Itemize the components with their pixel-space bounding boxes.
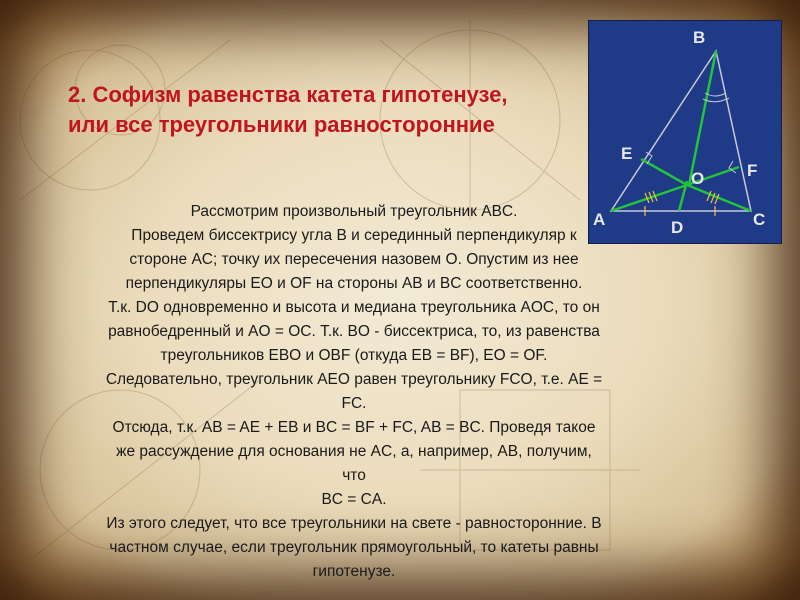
proof-line: FC.	[341, 395, 367, 412]
proof-line: Рассмотрим произвольный треугольник ABC.	[190, 203, 518, 220]
proof-line: стороне AC; точку их пересечения назовем O. Опустим из нее	[129, 251, 579, 268]
slide-title: 2. Софизм равенства катета гипотенузе, или все треугольники равносторонние	[68, 82, 508, 137]
proof-line: Отсюда, т.к. AB = AE + EB и BC = BF + FC, AB = BC. Проведя такое	[112, 419, 596, 436]
proof-line: Следовательно, треугольник AEO равен треугольнику FCO, т.е. AE =	[105, 371, 603, 388]
proof-line: что	[342, 467, 366, 484]
label-f: F	[747, 161, 758, 180]
proof-text	[24, 200, 684, 584]
label-b: B	[693, 28, 706, 47]
label-e: E	[621, 144, 633, 163]
proof-line: Т.к. DO одновременно и высота и медиана треугольника AOC, то он	[108, 299, 600, 316]
proof-line: Из этого следует, что все треугольники на свете - равносторонние. В	[106, 515, 602, 532]
proof-line: гипотенузе.	[312, 563, 396, 580]
proof-line: же рассуждение для основания не AC, а, например, AB, получим,	[116, 443, 592, 460]
proof-line: перпендикуляры EO и OF на стороны AB и BC соответственно.	[125, 275, 583, 292]
proof-line: треугольников EBO и OBF (откуда EB = BF), EO = OF.	[160, 347, 548, 364]
segment-co	[687, 185, 751, 211]
label-d: D	[671, 218, 684, 237]
proof-line: равнобедренный и AO = OC. Т.к. BO - биссектриса, то, из равенства	[108, 323, 600, 340]
proof-line: Проведем биссектрису угла B и серединный перпендикуляр к	[131, 227, 577, 244]
label-a: A	[593, 210, 606, 229]
label-o: O	[691, 169, 705, 188]
proof-line: BC = CA.	[321, 491, 387, 508]
label-c: C	[753, 210, 766, 229]
proof-line: частном случае, если треугольник прямоугольный, то катеты равны	[109, 539, 599, 556]
